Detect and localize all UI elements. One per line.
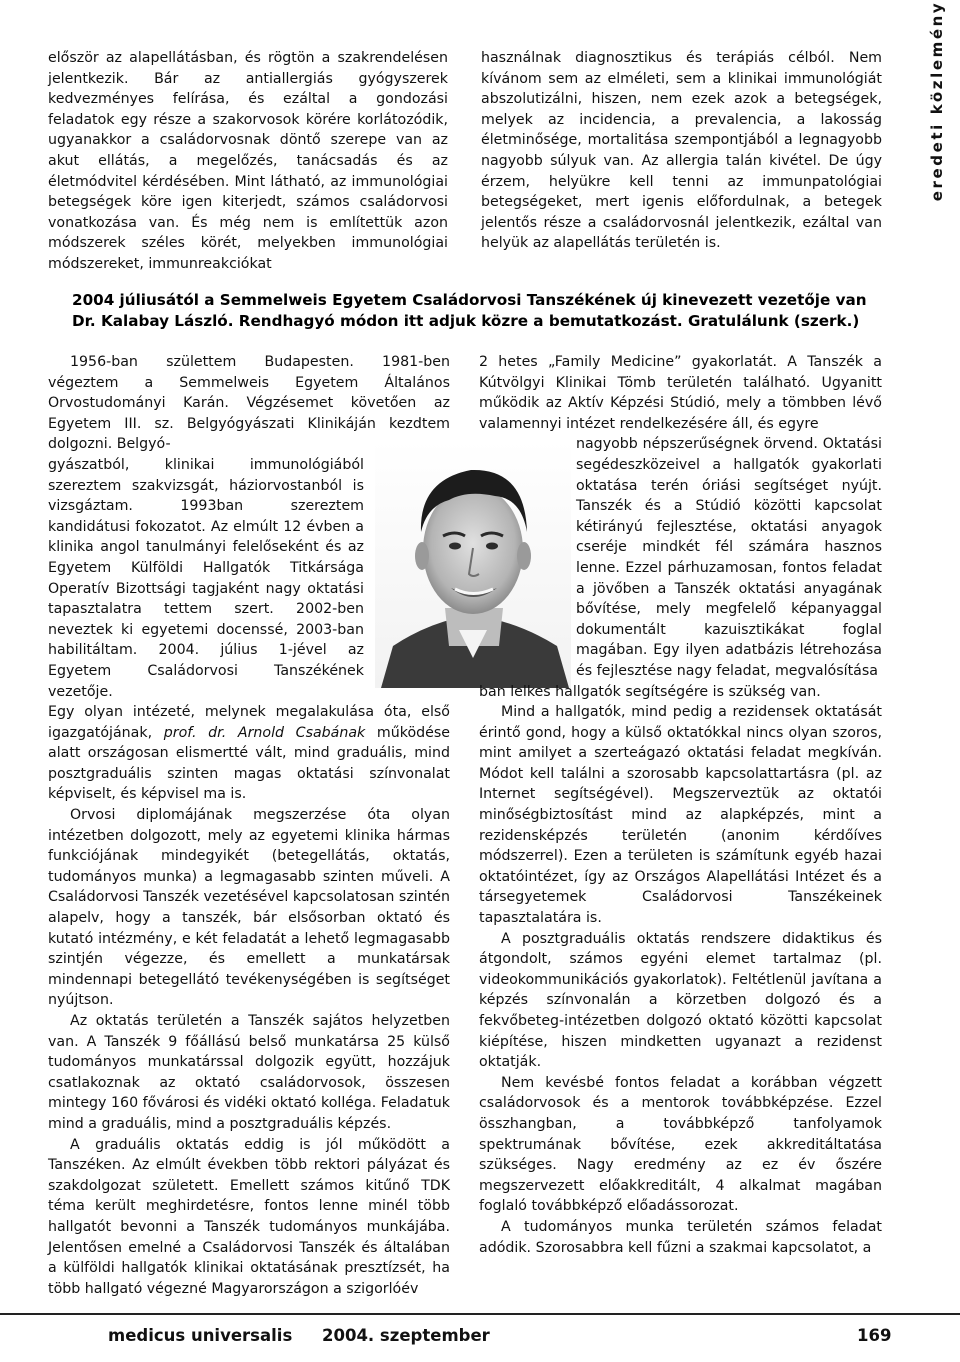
footer-date: 2004. szeptember [322,1326,490,1345]
paragraph: A tudományos munka területén számos feladat adódik. Szorosabbra kell fűzni a szakmai kapcsolatot, a [479,1218,882,1256]
paragraph: 1956-ban születtem Budapesten. 1981-ben végeztem a Semmelweis Egyetem Általános Orvostudományi Karán. Végzésemet követően az Egyetem III. sz. Belgyógyászati Klinikáján kezdtem dolgozni. Belgyó- [48,354,450,453]
paragraph: 2 hetes „Family Medicine” gyakorlatát. A Tanszék a Kútvölgyi Klinikai Tömb területén található. Ugyanitt működik az Aktív Képzési Stúdió, mely a tömbben lévő valamennyi intézet rendelkezésére áll, és egyre [479,354,882,432]
text-run: Egy olyan intézeté, melynek megalakulása óta, első igazgatójának, [48,704,450,741]
paragraph: ban lelkes hallgatók segítségére is szükség van. [479,683,821,700]
top-right-column [481,48,882,254]
footer-journal: medicus universalis [108,1326,293,1345]
paragraph: A posztgraduális oktatás rendszere didaktikus és átgondolt, számos egyéni elemet tartalmaz (pl. videokommunikációs gyakorlatok). Feltétlenül javítana a képzés színvonalán a körzetben dolgozó és a fekvőbeteg-intézetben dolgozó oktató közötti kapcsolat kiépítése, hiszen mindketten ugyanazt a rezidenst oktatják. [479,930,882,1071]
paragraph: A graduális oktatás eddig is jól működött a Tanszéken. Az elmúlt években több rektori pályázat és szakdolgozat született. Emellett számos kitűnő TDK téma került meghirdetésre, fontos lenne minél több hallgatót bevonni a Tanszék tudományos munkájába. Jelentősen emelné a Családorvosi Tanszék és általában a külföldi hallgatók klinikai oktatásának presztízsét, ha több hallgató végezné Magyarországon a szigorlóév [48,1136,450,1297]
paragraph: Nem kevésbé fontos feladat a korábban végzett családorvosok és a mentorok továbbképzése. Ezzel összhangban, a továbbképző tanfolyamok spektrumának bővítése, ezek akkreditáltatása szükséges. Nagy eredmény az ez év őszére megszervezett előakkreditált, 4 alkalmat magában foglaló továbbképző előadássorozat. [479,1074,882,1215]
left-column [48,352,450,1299]
paragraph [48,702,450,805]
page-number: 169 [857,1326,892,1345]
paragraph: először az alapellátásban, és rögtön a szakrendelésen jelentkezik. Bár az antiallergiás gyógyszerek kedvezményes felírása, és ezáltal a gondozási feladatok egy része a szakorvosok körére korlátozódik, ugyanakkor a családorvosnak döntő szerepe van az akut ellátás, a megelőzés, tanácsadás és az életmódvitel kérdésében. Mint látható, az immunológiai betegségek köre igen kiterjedt, számos családorvosi vonatkozása van. És még nem is említettük azon módszerek széles körét, melyekben immunológiai módszereket, immunreakciókat [48,50,448,272]
top-left-column [48,48,448,275]
emphasis: prof. dr. Arnold Csabának [163,724,366,741]
section-label: eredeti közlemény [928,0,946,202]
footer-divider [0,1313,960,1315]
paragraph: Orvosi diplomájának megszerzése óta olyan intézetben dolgozott, mely az egyetemi klinika hármas funkciójának mindegyikét (betegellátás, oktatás, tudományos munka) a legmagasabb szinten műveli. A Családorvosi Tanszék vezetésével kapcsolatosan szintén alapelv, hogy a tanszék, bár elsősorban oktató és kutató intézmény, e két feladatát a lehető legmagasabb szintjén végezze, és emellett a munkatársak mindennapi betegellátó tevékenységében is segítséget nyújtson. [48,807,450,1009]
paragraph: Mind a hallgatók, mind pedig a rezidensek oktatását érintő gond, hogy a külső oktatókkal nincs olyan szoros, mint amilyet a szerteágazó oktatási feladat megkíván. Módot kell találni a szorosabb kapcsolattartásra (pl. az Internet segítségével). Megszerveztük az oktatói minőségbiztosítást mind az alapképzés, mint a rezidensképzés területén (anonim kérdőíves módszerrel). Ezen a területen is számítunk egyéb hazai oktatóintézet, így az Országos Alapellátási Intézet és a társegyetemek Családorvosi Tanszékeinek tapasztalatára is. [479,704,882,927]
editorial-intro: 2004 júliusától a Semmelweis Egyetem Családorvosi Tanszékének új kinevezett vezetője van Dr. Kalabay László. Rendhagyó módon itt adjuk közre a bemutatkozást. Gratulálunk (szerk.) [72,291,867,330]
paragraph: használnak diagnosztikus és terápiás célból. Nem kívánom sem az elméleti, sem a klinikai immunológiát abszolutizálni, hiszen, nem ezek azok a betegségek, melyek az incidencia, a prevalencia, a lakosság életminősége, mortalitása szempontjából a legnagyobb nagyobb súlyuk van. Az allergia talán kivétel. De úgy érzem, helyükre kell tenni az immunpatológiai betegségeket, mert igenis előfordulnak, a betegek jelentős része a családorvosnál jelentkezik, ezáltal van helyük az alapellátás területén is. [481,50,882,252]
paragraph: Az oktatás területén a Tanszék sajátos helyzetben van. A Tanszék 9 főállású belső munkatársa 25 külső tudományos munkatárssal dolgozik együtt, hozzájuk csatlakoznak az oktató családorvosok, összesen mintegy 160 fővárosi és vidéki oktató kolléga. Feladatuk mind a graduális, mind a posztgraduális képzés. [48,1013,450,1132]
paragraph: nagyobb népszerűségnek örvend. Oktatási segédeszközeivel a hallgatók gyakorlati oktatása terén óriási segítséget nyújt. Tanszék és a Stúdió közötti kapcsolat kétirányú fejlesztése, oktatási anyagok cseréje mindkét fél számára hasznos lenne. Ezzel párhuzamosan, fontos feladat a jövőben a Tanszék oktatási anyagának bővítése, mely megfelelő képanyaggal dokumentált kazuisztikákat foglal magában. Egy ilyen adatbázis létrehozása és fejlesztése nagy feladat, megvalósítása [576,436,882,679]
right-column [479,352,882,1258]
text-run: működése alatt országosan elismertté vált, mind graduális, mind posztgraduális szinten magas oktatási színvonalat képviselt, és képvisel ma is. [48,724,450,803]
paragraph: gyászatból, klinikai immunológiából szereztem szakvizsgát, háziorvostanból is vizsgáztam. 1993ban szereztem kandidátusi fokozatot. Az elmúlt 12 évben a klinika angol tanulmányi felelőseként és az Egyetem Külföldi Hallgatók Titkársága Operatív Bizottsági tagjaként nagy oktatási tapasztalatra tettem szert. 2002-ben neveztek ki egyetemi docenssé, 2003-ban habilitáltam. 2004. július 1-jével az Egyetem Családorvosi Tanszékének vezetője. [48,456,364,700]
